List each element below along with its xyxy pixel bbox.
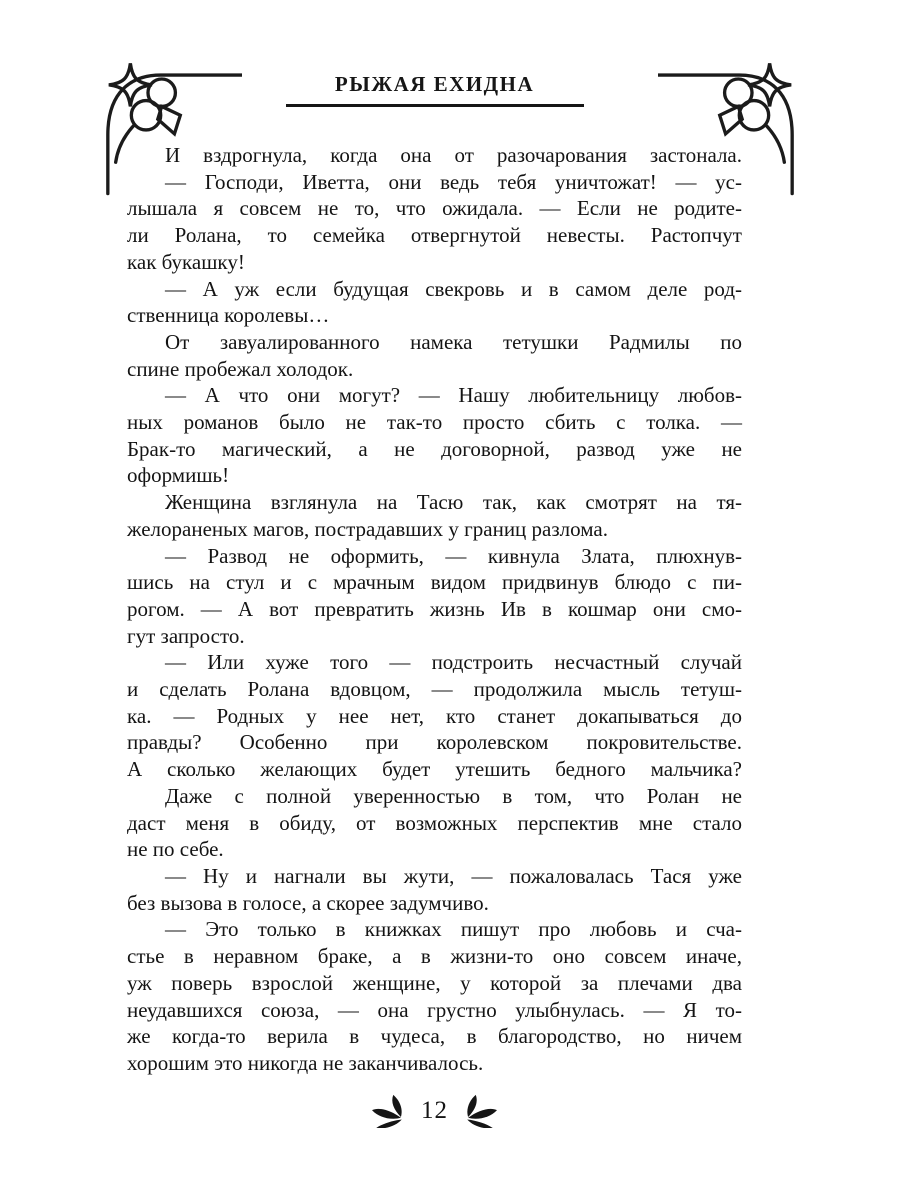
header-rule	[286, 104, 584, 107]
text-line: ственница королевы…	[127, 303, 330, 328]
paragraph	[127, 142, 742, 169]
text-line: оформишь!	[127, 463, 230, 488]
laurel-leaves-mirrored-icon	[461, 1094, 499, 1128]
paragraph	[127, 329, 742, 382]
text-line: гут запросто.	[127, 623, 245, 648]
text-line: без вызова в голосе, а скорее задумчиво.	[127, 890, 489, 915]
text-line: не по себе.	[127, 837, 224, 862]
text-line: — Это только в книжках пишут про любовь и сча-	[165, 917, 742, 942]
text-line: рогом. — А вот превратить жизнь Ив в кошмар они смо-	[127, 596, 742, 621]
text-line: лышала я совсем не то, что ожидала. — Если не родите-	[127, 196, 742, 221]
text-line: ка. — Родных у нее нет, кто станет докапываться до	[127, 703, 742, 728]
paragraph	[127, 169, 742, 276]
text-line: — Господи, Иветта, они ведь тебя уничтожат! — ус-	[165, 169, 742, 194]
paragraph	[127, 489, 742, 542]
text-line: неудавшихся союза, — она грустно улыбнулась. — Я то-	[127, 997, 742, 1022]
text-line: И вздрогнула, когда она от разочарования застонала.	[165, 143, 742, 167]
page-number: 12	[421, 1097, 448, 1124]
text-line: правды? Особенно при королевском покровительстве.	[127, 730, 742, 755]
text-line: же когда-то верила в чудеса, в благородство, но ничем	[127, 1024, 742, 1049]
text-line: как букашку!	[127, 249, 245, 274]
text-line: желораненых магов, пострадавших у границ разлома.	[127, 516, 608, 541]
paragraph	[127, 382, 742, 489]
page-header-title: РЫЖАЯ ЕХИДНА	[334, 72, 535, 96]
text-line: спине пробежал холодок.	[127, 356, 354, 381]
paragraph	[127, 276, 742, 329]
text-line: Брак-то магический, а не договорной, развод уже не	[127, 436, 742, 461]
text-line: хорошим это никогда не заканчивалось.	[127, 1050, 484, 1075]
text-line: От завуалированного намека тетушки Радмилы по	[165, 329, 742, 354]
text-line: Даже с полной уверенностью в том, что Ролан не	[165, 783, 742, 808]
laurel-leaves-icon	[370, 1094, 408, 1128]
text-line: — Развод не оформить, — кивнула Злата, плюхнув-	[165, 543, 742, 568]
text-line: стье в неравном браке, а в жизни-то оно совсем иначе,	[127, 944, 742, 969]
text-line: — А что они могут? — Нашу любительницу любов-	[165, 383, 742, 408]
paragraph	[127, 916, 742, 1076]
text-line: Женщина взглянула на Тасю так, как смотрят на тя-	[165, 490, 742, 515]
paragraph	[127, 863, 742, 916]
text-line: — Ну и нагнали вы жути, — пожаловалась Тася уже	[165, 863, 742, 888]
paragraph	[127, 783, 742, 863]
text-line: даст меня в обиду, от возможных перспектив мне стало	[127, 810, 742, 835]
text-line: уж поверь взрослой женщине, у которой за плечами два	[127, 970, 742, 995]
text-line: ли Ролана, то семейка отвергнутой невесты. Растопчут	[127, 223, 742, 248]
page-footer	[127, 1094, 742, 1128]
text-line: — Или хуже того — подстроить несчастный случай	[165, 650, 742, 675]
text-line: ных романов было не так-то просто сбить с толка. —	[127, 410, 742, 435]
page-body	[127, 142, 742, 1077]
paragraph	[127, 649, 742, 783]
text-line: шись на стул и с мрачным видом придвинув блюдо с пи-	[127, 570, 742, 595]
text-line: А сколько желающих будет утешить бедного мальчика?	[127, 757, 742, 782]
text-line: — А уж если будущая свекровь и в самом деле род-	[165, 276, 742, 301]
paragraph	[127, 543, 742, 650]
text-line: и сделать Ролана вдовцом, — продолжила мысль тетуш-	[127, 677, 742, 702]
